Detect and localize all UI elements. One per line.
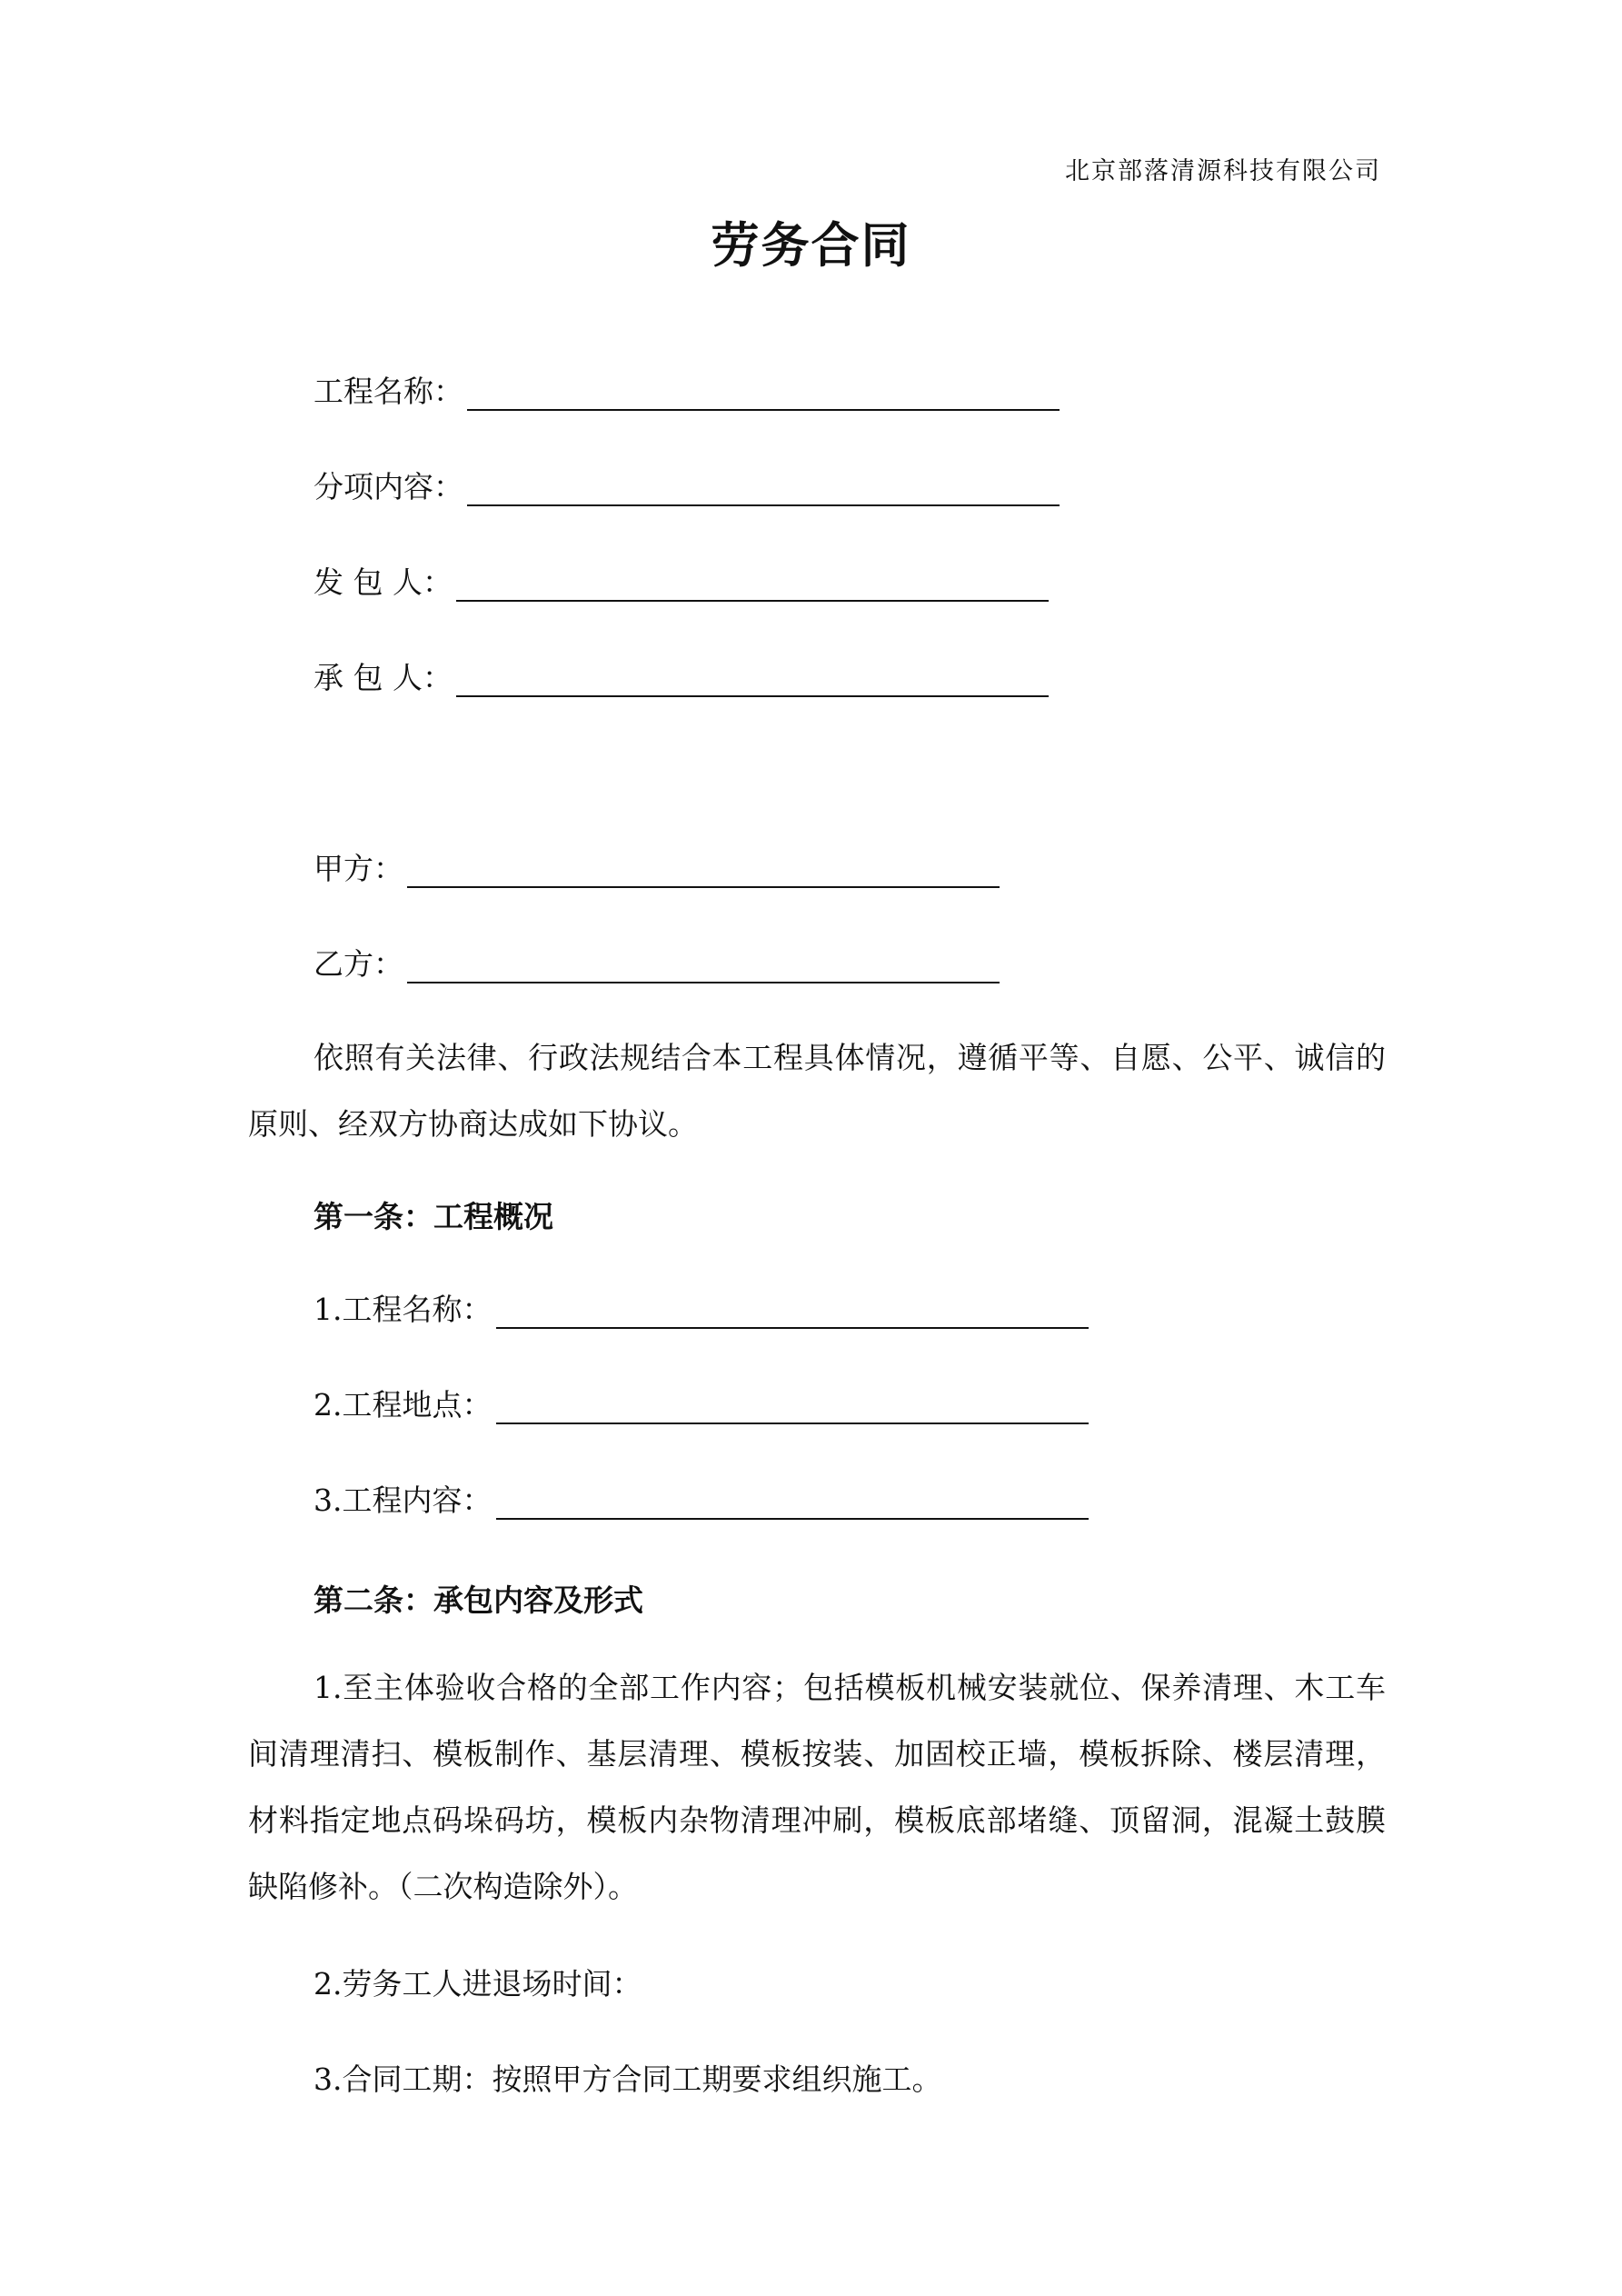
party-a: [313, 843, 1000, 888]
field-label: 发 包 人：: [313, 564, 453, 600]
blank-line: [407, 855, 1000, 888]
cover-field-sub-content: [313, 461, 1060, 506]
cover-field-project-name: [313, 365, 1060, 411]
article-1-item-1: [313, 1283, 1089, 1329]
blank-line: [456, 664, 1049, 697]
article-1-heading: 第一条：工程概况: [313, 1199, 553, 1234]
article-1-item-2: [313, 1379, 1089, 1424]
article-1-item-3: [313, 1474, 1089, 1520]
field-label: 分项内容：: [313, 469, 463, 504]
company-name: 北京部落清源科技有限公司: [1065, 157, 1381, 185]
intro-paragraph: 依照有关法律、行政法规结合本工程具体情况，遵循平等、自愿、公平、诚信的原则、经双方协商达成如下协议。: [248, 1040, 1386, 1142]
blank-line: [467, 378, 1060, 411]
article-2-item-3: 3.合同工期：按照甲方合同工期要求组织施工。: [313, 2061, 942, 2097]
field-label: 甲方：: [313, 851, 403, 886]
article-2-paragraph-1: 1.至主体验收合格的全部工作内容；包括模板机械安装就位、保养清理、木工车间清理清扫、模板制作、基层清理、模板按装、加固校正墙，模板拆除、楼层清理，材料指定地点码垛码坊，模板内杂物清理冲刷，模板底部堵缝、顶留洞，混凝土鼓膜缺陷修补。（二次构造除外）。: [248, 1670, 1386, 1904]
field-label: 2.工程地点：: [313, 1387, 493, 1423]
article-2-item-2: 2.劳务工人进退场时间：: [313, 1966, 642, 2002]
blank-line: [456, 569, 1049, 602]
field-label: 乙方：: [313, 946, 403, 982]
blank-line: [496, 1296, 1089, 1329]
cover-field-contractor: [313, 652, 1049, 697]
blank-line: [496, 1487, 1089, 1520]
blank-line: [467, 474, 1060, 506]
field-label: 承 包 人：: [313, 660, 453, 695]
field-label: 1.工程名称：: [313, 1292, 493, 1327]
party-b: [313, 938, 1000, 983]
blank-line: [407, 951, 1000, 983]
blank-line: [496, 1392, 1089, 1424]
field-label: 工程名称：: [313, 374, 463, 409]
field-label: 3.工程内容：: [313, 1482, 493, 1518]
cover-field-contractor-issuer: [313, 556, 1049, 602]
article-2-heading: 第二条：承包内容及形式: [313, 1582, 643, 1618]
document-title: 劳务合同: [711, 218, 911, 274]
